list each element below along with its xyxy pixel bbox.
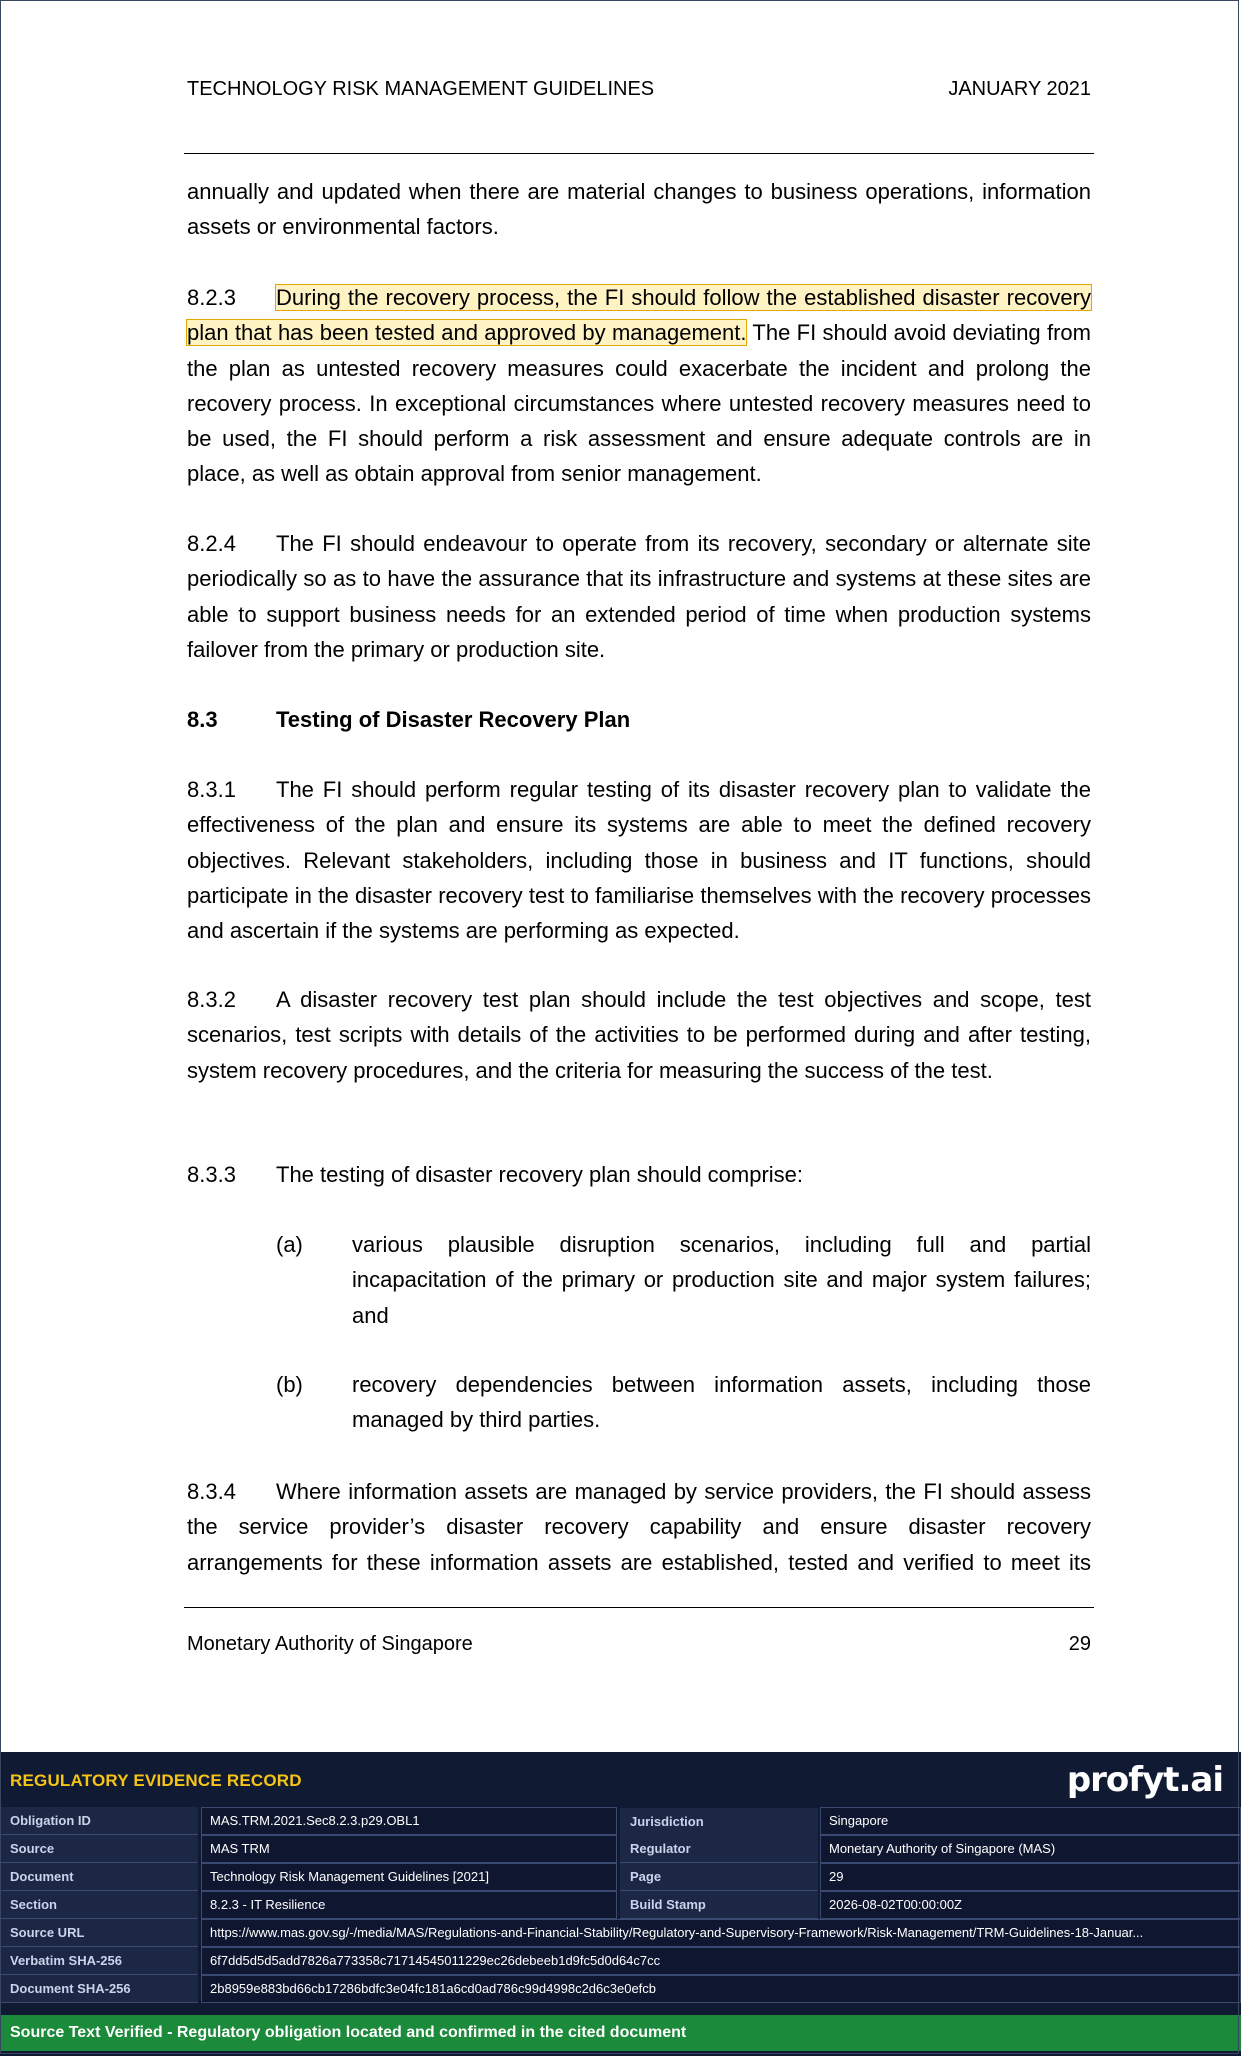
field-value: Singapore <box>820 1807 1241 1835</box>
section-heading-8-3 <box>187 702 1091 737</box>
field-label: Document SHA-256 <box>0 1975 198 2003</box>
paragraph-8-3-1 <box>187 772 1091 948</box>
field-label: Section <box>0 1891 198 1919</box>
section-heading-text: Testing of Disaster Recovery Plan <box>276 707 631 732</box>
section-number: 8.3.3 <box>187 1162 236 1187</box>
source-url-link[interactable]: https://www.mas.gov.sg/-/media/MAS/Regulations-and-Financial-Stability/Regulatory-and-Supervisory-Framework/Risk-Management/TRM-Guidelines-18-Januar... <box>201 1919 1241 1947</box>
paragraph-text: The FI should perform regular testing of its disaster recovery plan to validate the effectiveness of the plan and ensure its systems are able to meet the defined recovery objectives. Relevant stakeholders, including those in business and IT functions, should participate in the disaster recovery test to familiarise themselves with the recovery processes and ascertain if the systems are performing as expected. <box>187 777 1091 944</box>
list-item-text: recovery dependencies between information assets, including those managed by third parties. <box>352 1372 1091 1433</box>
paragraph-text: The FI should endeavour to operate from its recovery, secondary or alternate site periodically so as to have the assurance that its infrastructure and systems at these sites are able to support business needs for an extended period of time when production systems failover from the primary or production site. <box>187 531 1091 662</box>
section-number: 8.3 <box>187 707 218 732</box>
paragraph-8-3-3 <box>187 1157 1091 1192</box>
header-rule <box>184 153 1094 154</box>
field-label: Obligation ID <box>0 1807 198 1835</box>
footer-rule <box>184 1607 1094 1608</box>
footer-page-number: 29 <box>1068 1633 1091 1655</box>
running-header-date: JANUARY 2021 <box>948 78 1091 100</box>
field-label: Document <box>0 1863 198 1891</box>
field-value: Technology Risk Management Guidelines [2021] <box>201 1863 617 1891</box>
running-header-title: TECHNOLOGY RISK MANAGEMENT GUIDELINES <box>187 78 655 100</box>
paragraph-text: The FI should avoid deviating from the plan as untested recovery measures could exacerbate the incident and prolong the recovery process. In exceptional circumstances where untested recovery measures need to be used, the FI should perform a risk assessment and ensure adequate controls are in place, as well as obtain approval from senior management. <box>187 320 1091 487</box>
footer-organization: Monetary Authority of Singapore <box>187 1633 473 1655</box>
field-label: Regulator <box>620 1835 818 1863</box>
field-label: Jurisdiction <box>620 1808 818 1836</box>
field-value: 8.2.3 - IT Resilience <box>201 1891 617 1919</box>
field-value: 2b8959e883bd66cb17286bdfc3e04fc181a6cd0ad786c99d4998c2d6c3e0efcb <box>201 1975 1241 2003</box>
verification-status-bar: Source Text Verified - Regulatory obligation located and confirmed in the cited document <box>0 2015 1241 2051</box>
section-number: 8.2.3 <box>187 285 236 310</box>
paragraph-8-3-4 <box>187 1474 1091 1580</box>
section-number: 8.3.2 <box>187 987 236 1012</box>
field-value: 2026-08-02T00:00:00Z <box>820 1891 1241 1919</box>
list-item-label: (a) <box>276 1232 303 1257</box>
field-value: MAS TRM <box>201 1835 617 1863</box>
paragraph-8-2-4 <box>187 526 1091 667</box>
field-value: 6f7dd5d5d5add7826a773358c71714545011229ec26debeeb1d9fc5d0d64c7cc <box>201 1947 1241 1975</box>
field-value: Monetary Authority of Singapore (MAS) <box>820 1835 1241 1863</box>
paragraph-text: A disaster recovery test plan should include the test objectives and scope, test scenarios, test scripts with details of the activities to be performed during and after testing, system recovery procedures, and the criteria for measuring the success of the test. <box>187 987 1091 1083</box>
paragraph-text: Where information assets are managed by service providers, the FI should assess the service provider’s disaster recovery capability and ensure disaster recovery arrangements for these information assets are established, tested and verified to meet its <box>187 1479 1091 1575</box>
list-item-text: various plausible disruption scenarios, including full and partial incapacitation of the primary or production site and major system failures; and <box>352 1232 1091 1328</box>
profyt-logo: profyt.ai <box>1066 1760 1223 1800</box>
paragraph-8-3-2 <box>187 982 1091 1088</box>
field-value: 29 <box>820 1863 1241 1891</box>
list-item-label: (b) <box>276 1372 303 1397</box>
field-label: Page <box>620 1863 818 1891</box>
highlighted-obligation-text: During the recovery process, the FI should follow the established disaster recovery plan that has been tested and approved by management. <box>187 285 1091 346</box>
paragraph-continued: annually and updated when there are material changes to business operations, information assets or environmental factors. <box>187 179 1091 240</box>
section-number: 8.3.1 <box>187 777 236 802</box>
field-label: Verbatim SHA-256 <box>0 1947 198 1975</box>
field-label: Build Stamp <box>620 1891 818 1919</box>
field-value: MAS.TRM.2021.Sec8.2.3.p29.OBL1 <box>201 1807 617 1835</box>
section-number: 8.2.4 <box>187 531 236 556</box>
field-label: Source <box>0 1835 198 1863</box>
field-label: Source URL <box>0 1919 198 1947</box>
section-number: 8.3.4 <box>187 1479 236 1504</box>
paragraph-8-2-3 <box>187 280 1091 492</box>
evidence-record-title: REGULATORY EVIDENCE RECORD <box>10 1771 302 1790</box>
paragraph-text: The testing of disaster recovery plan should comprise: <box>276 1162 804 1187</box>
